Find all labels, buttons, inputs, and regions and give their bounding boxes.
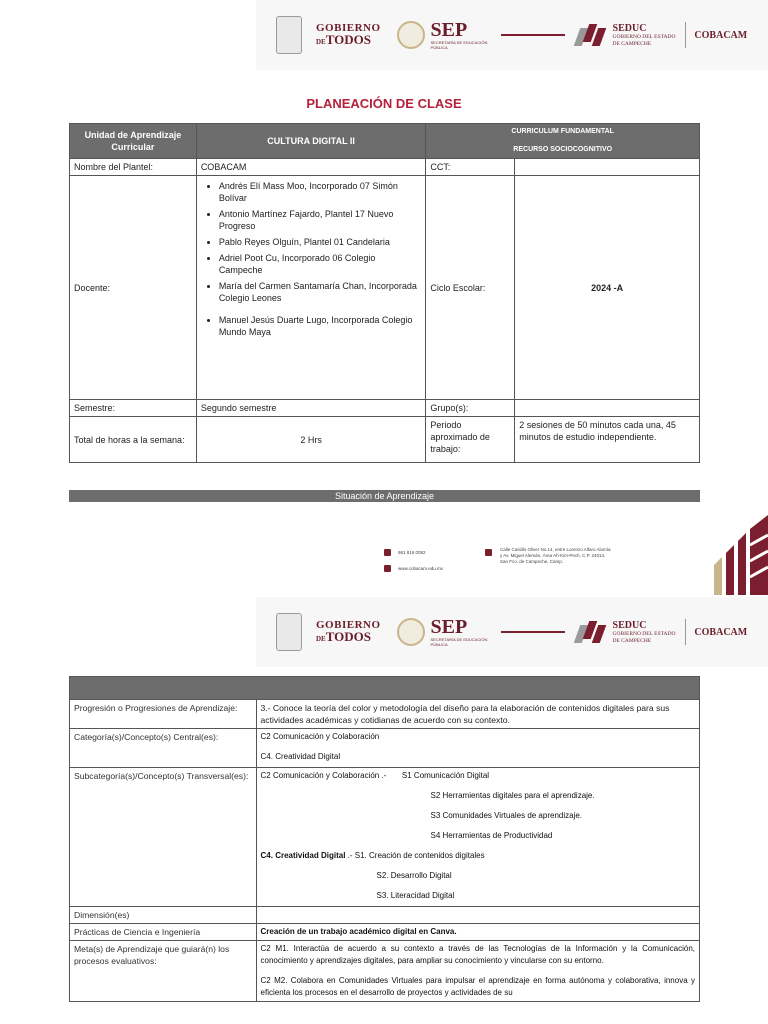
grupo-label: Grupo(s): xyxy=(426,400,515,417)
grupo-value xyxy=(515,400,700,417)
seduc-logo: SEDUC GOBIERNO DEL ESTADO DE CAMPECHE xyxy=(612,619,676,644)
docente-label: Docente: xyxy=(70,176,197,400)
location-icon xyxy=(485,549,492,556)
dimension-value xyxy=(256,907,699,924)
docente-list-cell xyxy=(196,176,426,400)
practicas-label: Prácticas de Ciencia e Ingeniería xyxy=(70,924,257,941)
horas-value: 2 Hrs xyxy=(196,417,426,463)
curriculum-cell: CURRICULUM FUNDAMENTAL RECURSO SOCIOCOGNITIVO xyxy=(426,124,700,159)
phone-row: 981 816 0082 xyxy=(384,549,426,556)
ciclo-label: Ciclo Escolar: xyxy=(426,176,515,400)
web-row: www.cobacam.edu.mx xyxy=(384,565,443,572)
cobacam-logo: COBACAM xyxy=(694,29,748,41)
seduc-logo: SEDUC GOBIERNO DEL ESTADO DE CAMPECHE xyxy=(612,22,676,47)
divider-line xyxy=(501,34,565,36)
sep-eagle-icon xyxy=(397,618,425,646)
page-header xyxy=(256,0,768,70)
subcategoria-label: Subcategoría(s)/Concepto(s) Transversal(es): xyxy=(70,768,257,907)
metas-label: Meta(s) de Aprendizaje que guiará(n) los procesos evaluativos: xyxy=(70,941,257,1002)
semestre-value: Segundo semestre xyxy=(196,400,426,417)
table-header-bar xyxy=(70,677,700,700)
subcategoria-value: C2 Comunicación y Colaboración .- S1 Comunicación Digital S2 Herramientas digitales para el aprendizaje. S3 Comunidades Virtuales de aprendizaje. S4 Herramientas de Productividad C4. Creatividad Digital .- S1. Creación de contenidos digitales S2. Desarrollo Digital S3. Literacidad Digital xyxy=(256,768,699,907)
progresion-label: Progresión o Progresiones de Aprendizaje: xyxy=(70,700,257,729)
list-item: • María del Carmen Santamaría Chan, Incorporada Colegio Leones xyxy=(219,280,422,304)
page-title: PLANEACIÓN DE CLASE xyxy=(306,96,462,111)
periodo-value: 2 sesiones de 50 minutos cada una, 45 minutos de estudio independiente. xyxy=(515,417,700,463)
list-item: • Pablo Reyes Olguín, Plantel 01 Candelaria xyxy=(219,236,422,248)
state-seal-icon xyxy=(276,613,302,651)
decorative-stripes-icon xyxy=(708,515,768,595)
header-separator xyxy=(685,619,686,645)
sep-logo: SEP SECRETARÍA DE EDUCACIÓN PÚBLICA xyxy=(430,19,488,50)
unidad-label: Unidad de Aprendizaje Curricular xyxy=(70,124,197,159)
unidad-value: CULTURA DIGITAL II xyxy=(196,124,426,159)
state-seal-icon xyxy=(276,16,302,54)
cobacam-logo: COBACAM xyxy=(694,626,748,638)
web-icon xyxy=(384,565,391,572)
list-item: • Antonio Martínez Fajardo, Plantel 17 Nuevo Progreso xyxy=(219,208,422,232)
docente-list xyxy=(201,180,422,338)
metas-value: C2 M1. Interactúa de acuerdo a su contexto a través de las Tecnologías de la Información y la Comunicación, conocimiento y aprendizajes digitales, para ampliar su conocimiento y vincularse con su entorno. C2 M2. Colabora en Comunidades Virtuales para impulsar el aprendizaje en forma autónoma y colaborativa, innova y eficienta los procesos en el desarrollo de proyectos y actividades de su xyxy=(256,941,699,1002)
list-item: • Adriel Poot Cu, Incorporado 06 Colegio Campeche xyxy=(219,252,422,276)
semestre-label: Semestre: xyxy=(70,400,197,417)
divider-line xyxy=(501,631,565,633)
list-item: • Manuel Jesús Duarte Lugo, Incorporada Colegio Mundo Maya xyxy=(219,314,422,338)
gobierno-logo: GOBIERNO DETODOS xyxy=(316,618,381,644)
ciclo-value: 2024 -A xyxy=(515,176,700,400)
plantel-label: Nombre del Plantel: xyxy=(70,159,197,176)
address: Calle Castillo Oliver No.14, entre Lorenzo Alfaro Alomía y Av. Miguel Alemán, Área Ah-Kim-Pech. C.P. 24014. San Fco. de Campeche, Camp. xyxy=(500,547,611,564)
gobierno-logo: GOBIERNO DETODOS xyxy=(316,21,381,47)
progresion-table xyxy=(69,676,700,1002)
progresion-value: 3.- Conoce la teoría del color y metodología del diseño para la elaboración de contenidos digitales para sus actividades académicas y cotidianas de acuerdo con su contexto. xyxy=(256,700,699,729)
page-footer xyxy=(370,515,768,595)
plantel-value: COBACAM xyxy=(196,159,426,176)
cct-label: CCT: xyxy=(426,159,515,176)
seduc-logo-icon xyxy=(575,20,605,50)
cct-value xyxy=(515,159,700,176)
sep-eagle-icon xyxy=(397,21,425,49)
list-item: • Andrés Elí Mass Moo, Incorporado 07 Simón Bolívar xyxy=(219,180,422,204)
periodo-label: Periodo aproximado de trabajo: xyxy=(426,417,515,463)
dimension-label: Dimensión(es) xyxy=(70,907,257,924)
phone-icon xyxy=(384,549,391,556)
planeacion-table xyxy=(69,123,700,463)
situacion-bar: Situación de Aprendizaje xyxy=(69,490,700,502)
seduc-logo-icon xyxy=(575,617,605,647)
categoria-label: Categoría(s)/Concepto(s) Central(es): xyxy=(70,729,257,768)
sep-logo: SEP SECRETARÍA DE EDUCACIÓN PÚBLICA xyxy=(430,616,488,647)
practicas-value: Creación de un trabajo académico digital en Canva. xyxy=(256,924,699,941)
header-separator xyxy=(685,22,686,48)
page-header-2 xyxy=(256,597,768,667)
horas-label: Total de horas a la semana: xyxy=(70,417,197,463)
categoria-value: C2 Comunicación y Colaboración C4. Creatividad Digital xyxy=(256,729,699,768)
